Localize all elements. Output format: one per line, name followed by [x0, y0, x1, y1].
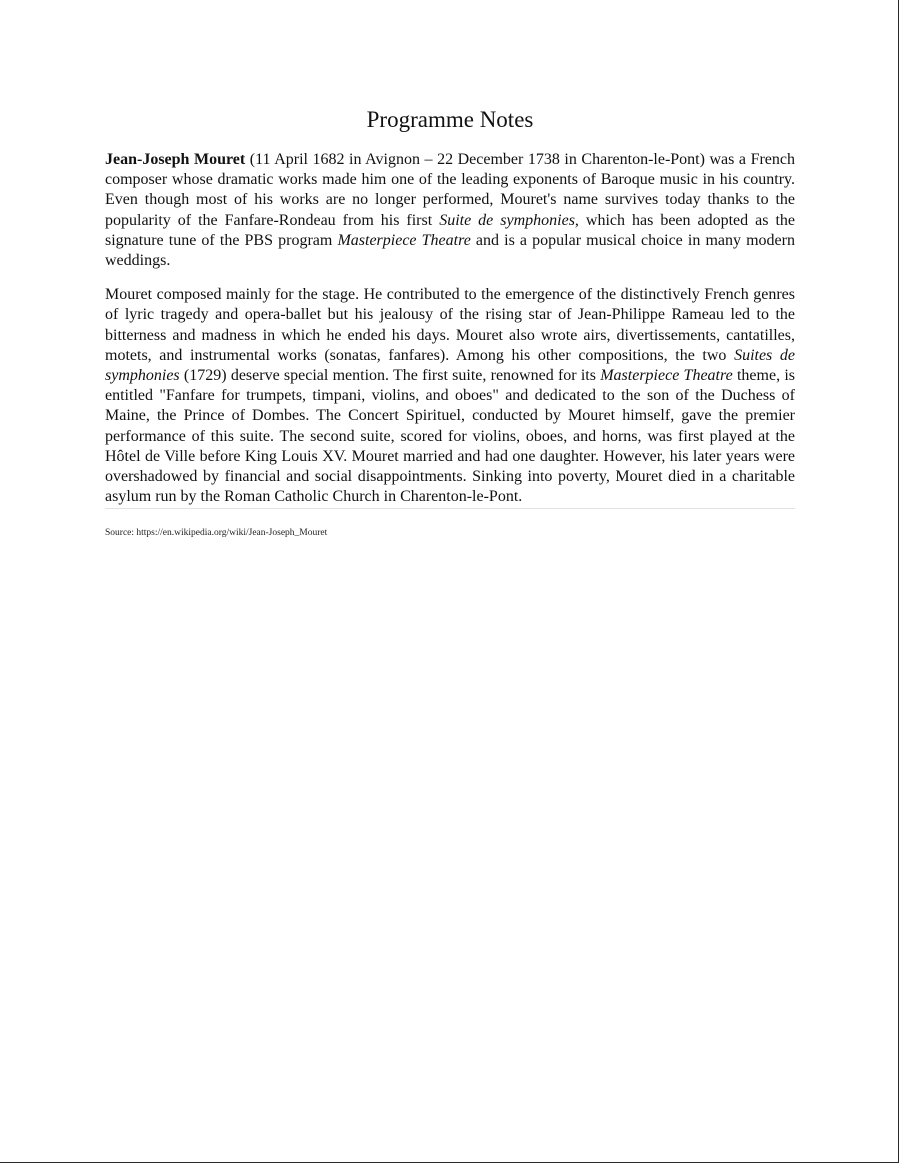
- paragraph-career: [105, 285, 795, 509]
- paragraph1-text-1: (11 April 1682 in Avignon – 22 December 1738 in Charenton-le-Pont) was a French composer whose dramatic works made him one of the leading exponents of Baroque music in his country. Even though most of his works are no longer performed, Mouret's name survives today thanks to the popularity of the Fanfare-Rondeau from his first: [105, 151, 795, 229]
- program-title: Masterpiece Theatre: [337, 231, 471, 249]
- composer-name: Jean-Joseph Mouret: [105, 151, 246, 168]
- paragraph-biography-intro: [105, 150, 795, 271]
- paragraph2-text-3: theme, is entitled "Fanfare for trumpets, timpani, violins, and oboes" and dedicated to the son of the Duchess of Maine, the Prince of Dombes. The Concert Spirituel, conducted by Mouret himself, gave the premier performance of this suite. The second suite, scored for violins, oboes, and horns, was first played at the Hôtel de Ville before King Louis XV. Mouret married and had one daughter. However, his later years were overshadowed by financial and social disappointments. Sinking into poverty, Mouret died in a charitable asylum run by the Roman Catholic Church in Charenton-le-Pont.: [105, 367, 795, 506]
- document-body: [105, 150, 795, 539]
- work-title-suites: Suites de symphonies: [105, 346, 795, 385]
- source-citation: Source: https://en.wikipedia.org/wiki/Jean-Joseph_Mouret: [105, 528, 328, 539]
- paragraph2-text-1: Mouret composed mainly for the stage. He contributed to the emergence of the distinctively French genres of lyric tragedy and opera-ballet but his jealousy of the rising star of Jean-Philippe Rameau led to the bitterness and madness in which he ended his days. Mouret also wrote airs, divertissements, cantatilles, motets, and instrumental works (sonatas, fanfares). Among his other compositions, the two: [105, 286, 795, 364]
- paragraph1-text-2: , which has been adopted as the signature tune of the PBS program: [105, 211, 796, 249]
- paragraph1-text-3: and is a popular musical choice in many modern weddings.: [105, 231, 795, 270]
- page-title: Programme Notes: [366, 107, 534, 132]
- program-title-2: Masterpiece Theatre: [600, 367, 733, 385]
- work-title-suite: Suite de symphonies: [439, 211, 575, 229]
- paragraph2-text-2: (1729) deserve special mention. The first suite, renowned for its: [179, 367, 601, 385]
